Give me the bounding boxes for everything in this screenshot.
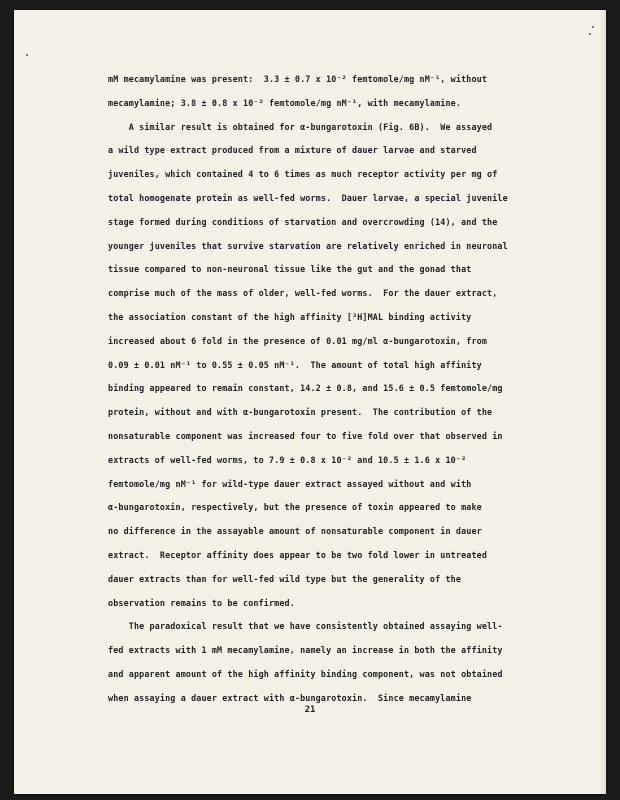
text-line: observation remains to be confirmed.	[108, 597, 295, 608]
text-line: total homogenate protein as well-fed worms. Dauer larvae, a special juvenile	[108, 192, 508, 203]
text-line: extracts of well-fed worms, to 7.9 ± 0.8 x 10⁻² and 10.5 ± 1.6 x 10⁻²	[108, 454, 467, 465]
text-line: no difference in the assayable amount of nonsaturable component in dauer	[108, 526, 482, 537]
text-line: mecamylamine; 3.8 ± 0.8 x 10⁻² femtomole/mg nM⁻¹, with mecamylamine.	[108, 97, 462, 108]
paper-speck	[26, 54, 28, 56]
paper-speck	[592, 26, 594, 28]
text-line: mM mecamylamine was present: 3.3 ± 0.7 x 10⁻² femtomole/mg nM⁻¹, without	[108, 74, 488, 84]
text-line: younger juveniles that survive starvation are relatively enriched in neuronal	[108, 240, 508, 251]
text-line: The paradoxical result that we have consistently obtained assaying well-	[108, 621, 503, 632]
text-line: the association constant of the high affinity [³H]MAL binding activity	[108, 311, 472, 322]
document-page	[14, 10, 606, 794]
page-number: 21	[304, 705, 316, 715]
text-line: stage formed during conditions of starvation and overcrowding (14), and the	[108, 216, 498, 227]
text-line: tissue compared to non-neuronal tissue like the gut and the gonad that	[108, 264, 472, 275]
text-line: extract. Receptor affinity does appear to be two fold lower in untreated	[108, 549, 488, 560]
text-line: and apparent amount of the high affinity binding component, was not obtained	[108, 668, 503, 679]
text-line: nonsaturable component was increased four to five fold over that observed in	[108, 430, 503, 441]
paper-speck	[589, 33, 591, 35]
text-line: binding appeared to remain constant, 14.2 ± 0.8, and 15.6 ± 0.5 femtomole/mg	[108, 383, 503, 394]
text-line: protein, without and with α-bungarotoxin present. The contribution of the	[108, 407, 493, 418]
text-line: comprise much of the mass of older, well-fed worms. For the dauer extract,	[108, 288, 498, 299]
text-line: a wild type extract produced from a mixture of dauer larvae and starved	[108, 145, 477, 156]
text-line: dauer extracts than for well-fed wild type but the generality of the	[108, 573, 462, 584]
text-line: juveniles, which contained 4 to 6 times as much receptor activity per mg of	[108, 169, 498, 180]
body-text	[108, 68, 578, 711]
paper-edge	[600, 10, 606, 794]
text-line: fed extracts with 1 mM mecamylamine, namely an increase in both the affinity	[108, 645, 503, 656]
text-line: when assaying a dauer extract with α-bungarotoxin. Since mecamylamine	[108, 692, 472, 703]
text-line: femtomole/mg nM⁻¹ for wild-type dauer extract assayed without and with	[108, 478, 472, 489]
text-line: A similar result is obtained for α-bungarotoxin (Fig. 6B). We assayed	[108, 121, 493, 132]
text-line: increased about 6 fold in the presence of 0.01 mg/ml α-bungarotoxin, from	[108, 335, 488, 346]
text-line: α-bungarotoxin, respectively, but the presence of toxin appeared to make	[108, 502, 482, 513]
text-line: 0.09 ± 0.01 nM⁻¹ to 0.55 ± 0.05 nM⁻¹. The amount of total high affinity	[108, 359, 482, 370]
